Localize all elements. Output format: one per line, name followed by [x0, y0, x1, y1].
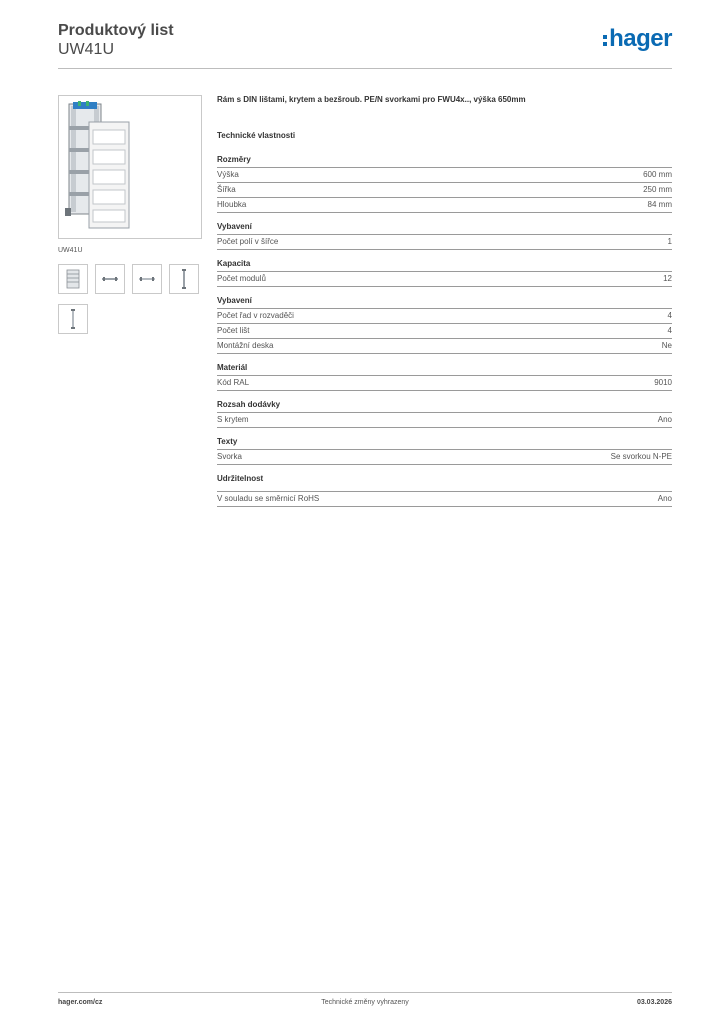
- section-title: Vybavení: [217, 222, 672, 235]
- section-title: Materiál: [217, 363, 672, 376]
- logo-text: hager: [609, 25, 672, 52]
- spec-value: Ano: [657, 415, 672, 424]
- spec-label: Šířka: [217, 185, 236, 194]
- section-sustainability: [217, 474, 672, 507]
- spec-row: [217, 339, 672, 354]
- spec-value: 1: [667, 237, 672, 246]
- spec-value: Ne: [661, 341, 672, 350]
- section-title: Texty: [217, 437, 672, 450]
- thumbnail-rail-vertical-2[interactable]: [58, 304, 88, 334]
- section-title: Rozsah dodávky: [217, 400, 672, 413]
- spec-value: 84 mm: [647, 200, 672, 209]
- thumbnail-rail-vertical[interactable]: [169, 264, 199, 294]
- section-equipment-2: [217, 296, 672, 354]
- section-texts: [217, 437, 672, 465]
- footer-divider: [58, 992, 672, 993]
- product-frame-illustration: [59, 96, 201, 238]
- section-title: Rozměry: [217, 155, 672, 168]
- spec-value: 12: [663, 274, 672, 283]
- rail-horizontal-icon-2: [138, 275, 156, 283]
- spec-label: Počet řad v rozvaděči: [217, 311, 294, 320]
- section-title: Udržitelnost: [217, 474, 672, 492]
- product-code: UW41U: [58, 41, 115, 58]
- spec-label: Výška: [217, 170, 239, 179]
- thumbnail-frame[interactable]: [58, 264, 88, 294]
- thumbnail-rail-horizontal-2[interactable]: [132, 264, 162, 294]
- spec-row: [217, 183, 672, 198]
- section-title: Vybavení: [217, 296, 672, 309]
- section-title: Kapacita: [217, 259, 672, 272]
- spec-label: Počet lišt: [217, 326, 250, 335]
- logo-dots-icon: [603, 35, 607, 46]
- spec-label: Počet modulů: [217, 274, 266, 283]
- footer-website-link[interactable]: hager.com/cz: [58, 999, 103, 1006]
- rail-vertical-icon: [181, 268, 187, 290]
- spec-value: 4: [667, 326, 672, 335]
- product-details: [217, 95, 672, 516]
- thumbnail-rail-horizontal[interactable]: [95, 264, 125, 294]
- section-delivery-scope: [217, 400, 672, 428]
- rail-vertical-icon-2: [70, 308, 76, 330]
- footer-notice: Technické změny vyhrazeny: [321, 999, 409, 1006]
- spec-row: [217, 309, 672, 324]
- spec-row: [217, 198, 672, 213]
- footer-date: 03.03.2026: [636, 999, 672, 1006]
- image-caption: UW41U: [58, 247, 83, 254]
- product-images: [58, 95, 202, 334]
- spec-value: Ano: [657, 494, 672, 503]
- spec-value: 9010: [654, 378, 672, 387]
- spec-row: [217, 492, 672, 507]
- spec-row: [217, 272, 672, 287]
- spec-label: Kód RAL: [217, 378, 250, 387]
- hager-logo[interactable]: [603, 24, 672, 54]
- spec-row: [217, 413, 672, 428]
- header-divider: [58, 68, 672, 69]
- product-main-image[interactable]: [58, 95, 202, 239]
- section-capacity: [217, 259, 672, 287]
- spec-label: Svorka: [217, 452, 242, 461]
- product-description: Rám s DIN lištami, krytem a bezšroub. PE/N svorkami pro FWU4x.., výška 650mm: [217, 95, 526, 104]
- spec-label: S krytem: [217, 415, 249, 424]
- rail-frame-thumb-icon: [65, 269, 81, 289]
- spec-row: [217, 235, 672, 250]
- spec-value: 600 mm: [643, 170, 672, 179]
- spec-label: Hloubka: [217, 200, 247, 209]
- section-material: [217, 363, 672, 391]
- thumbnail-gallery: [58, 264, 202, 334]
- technical-properties-heading: Technické vlastnosti: [217, 131, 296, 140]
- spec-value: 4: [667, 311, 672, 320]
- spec-value: 250 mm: [643, 185, 672, 194]
- rail-horizontal-icon: [101, 275, 119, 283]
- spec-label: Montážní deska: [217, 341, 274, 350]
- spec-label: Počet polí v šířce: [217, 237, 279, 246]
- section-equipment: [217, 222, 672, 250]
- spec-row: [217, 376, 672, 391]
- spec-value: Se svorkou N-PE: [610, 452, 672, 461]
- spec-row: [217, 168, 672, 183]
- section-dimensions: [217, 155, 672, 213]
- page-header: [58, 20, 672, 68]
- document-title: Produktový list: [58, 22, 174, 39]
- spec-row: [217, 324, 672, 339]
- spec-row: [217, 450, 672, 465]
- spec-label: V souladu se směrnicí RoHS: [217, 494, 320, 503]
